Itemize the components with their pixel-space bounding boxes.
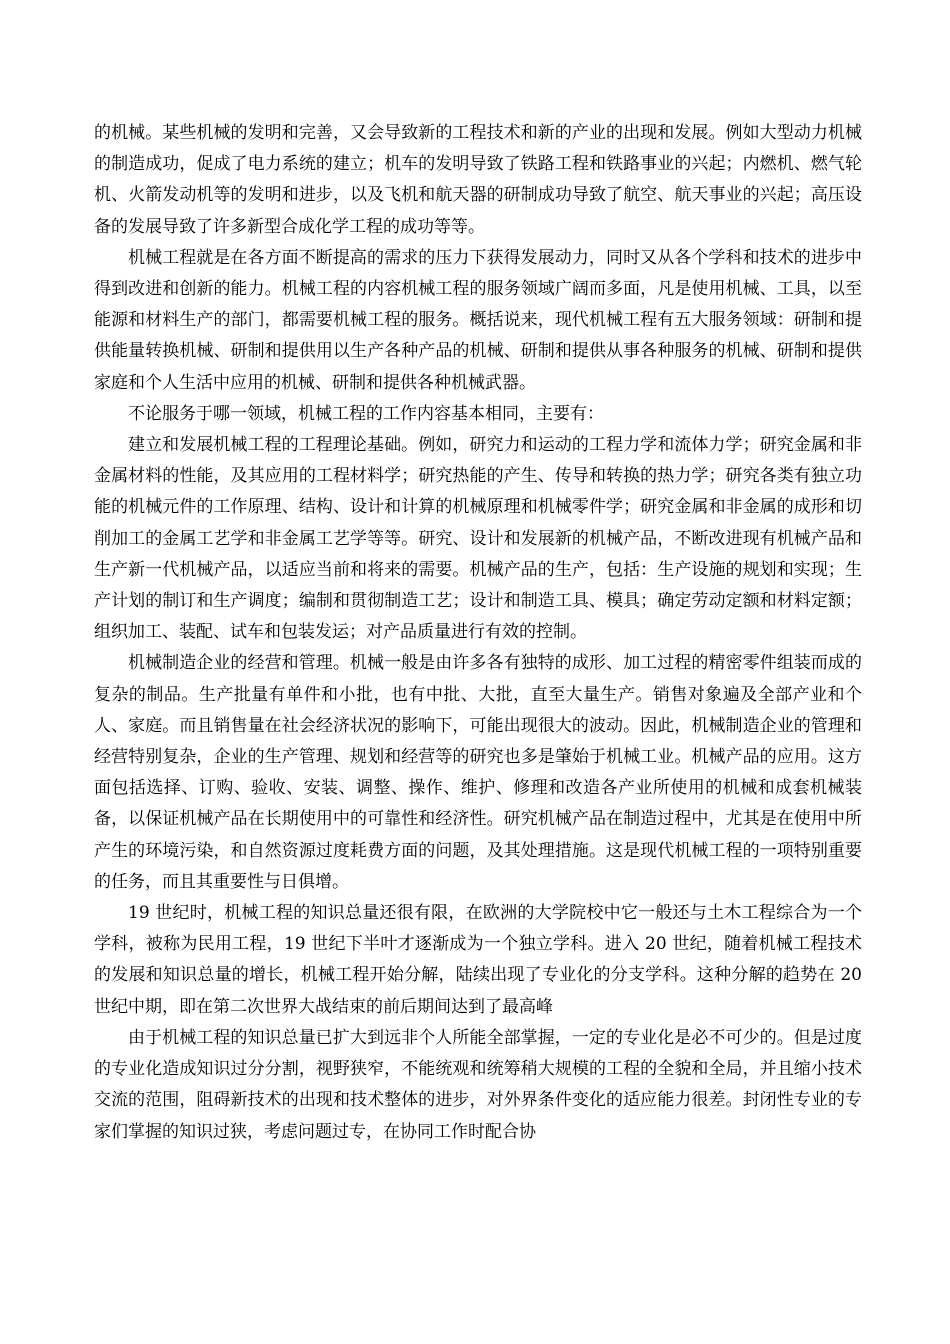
paragraph-machines-and-industries: 的机械。某些机械的发明和完善，又会导致新的工程技术和新的产业的出现和发展。例如大型动力机械的制造成功，促成了电力系统的建立；机车的发明导致了铁路工程和铁路事业的兴起；内燃机、燃气轮机、火箭发动机等的发明和进步，以及飞机和航天器的研制成功导致了航空、航天事业的兴起；高压设备的发展导致了许多新型合成化学工程的成功等等。 bbox=[94, 123, 862, 237]
paragraph-enterprise-management: 机械制造企业的经营和管理。机械一般是由许多各有独特的成形、加工过程的精密零件组装而成的复杂的制品。生产批量有单件和小批，也有中批、大批，直至大量生产。销售对象遍及全部产业和个人、家庭。而且销售量在社会经济状况的影响下，可能出现很大的波动。因此，机械制造企业的管理和经营特别复杂，企业的生产管理、规划和经营等的研究也多是肇始于机械工业。机械产品的应用。这方面包括选择、订购、验收、安装、调整、操作、维护、修理和改造各产业所使用的机械和成套机械装备，以保证机械产品在长期使用中的可靠性和经济性。研究机械产品在制造过程中，尤其是在使用中所产生的环境污染，和自然资源过度耗费方面的问题，及其处理措施。这是现代机械工程的一项特别重要的任务，而且其重要性与日俱增。 bbox=[94, 653, 862, 892]
paragraph-engineering-theory: 建立和发展机械工程的工程理论基础。例如，研究力和运动的工程力学和流体力学；研究金属和非金属材料的性能，及其应用的工程材料学；研究热能的产生、传导和转换的热力学；研究各类有独立功能的机械元件的工作原理、结构、设计和计算的机械原理和机械零件学；研究金属和非金属的成形和切削加工的金属工艺学和非金属工艺学等等。研究、设计和发展新的机械产品，不断改进现有机械产品和生产新一代机械产品，以适应当前和将来的需要。机械产品的生产，包括：生产设施的规划和实现；生产计划的制订和生产调度；编制和贯彻制造工艺；设计和制造工具、模具；确定劳动定额和材料定额；组织加工、装配、试车和包装发运；对产品质量进行有效的控制。 bbox=[94, 435, 862, 643]
paragraph-19th-century-history: 19 世纪时，机械工程的知识总量还很有限，在欧洲的大学院校中它一般还与土木工程综合为一个学科，被称为民用工程，19 世纪下半叶才逐渐成为一个独立学科。进入 20 世纪，随着机械工程技术的发展和知识总量的增长，机械工程开始分解，陆续出现了专业化的分支学科。这种分解的趋势在 20 世纪中期，即在第二次世界大战结束的前后期间达到了最高峰 bbox=[94, 903, 862, 1017]
paragraph-development-drivers: 机械工程就是在各方面不断提高的需求的压力下获得发展动力，同时又从各个学科和技术的进步中得到改进和创新的能力。机械工程的内容机械工程的服务领域广阔而多面，凡是使用机械、工具，以至能源和材料生产的部门，都需要机械工程的服务。概括说来，现代机械工程有五大服务领域：研制和提供能量转换机械、研制和提供用以生产各种产品的机械、研制和提供从事各种服务的机械、研制和提供家庭和个人生活中应用的机械、研制和提供各种机械武器。 bbox=[94, 247, 862, 393]
paragraph-work-content-intro: 不论服务于哪一领域，机械工程的工作内容基本相同，主要有： bbox=[128, 403, 604, 424]
paragraph-specialization: 由于机械工程的知识总量已扩大到远非个人所能全部掌握，一定的专业化是必不可少的。但是过度的专业化造成知识过分分割，视野狭窄，不能统观和统筹稍大规模的工程的全貌和全局，并且缩小技术交流的范围，阻碍新技术的出现和技术整体的进步，对外界条件变化的适应能力很差。封闭性专业的专家们掌握的知识过狭，考虑问题过专，在协同工作时配合协 bbox=[94, 1027, 862, 1142]
document-page bbox=[94, 118, 862, 1148]
